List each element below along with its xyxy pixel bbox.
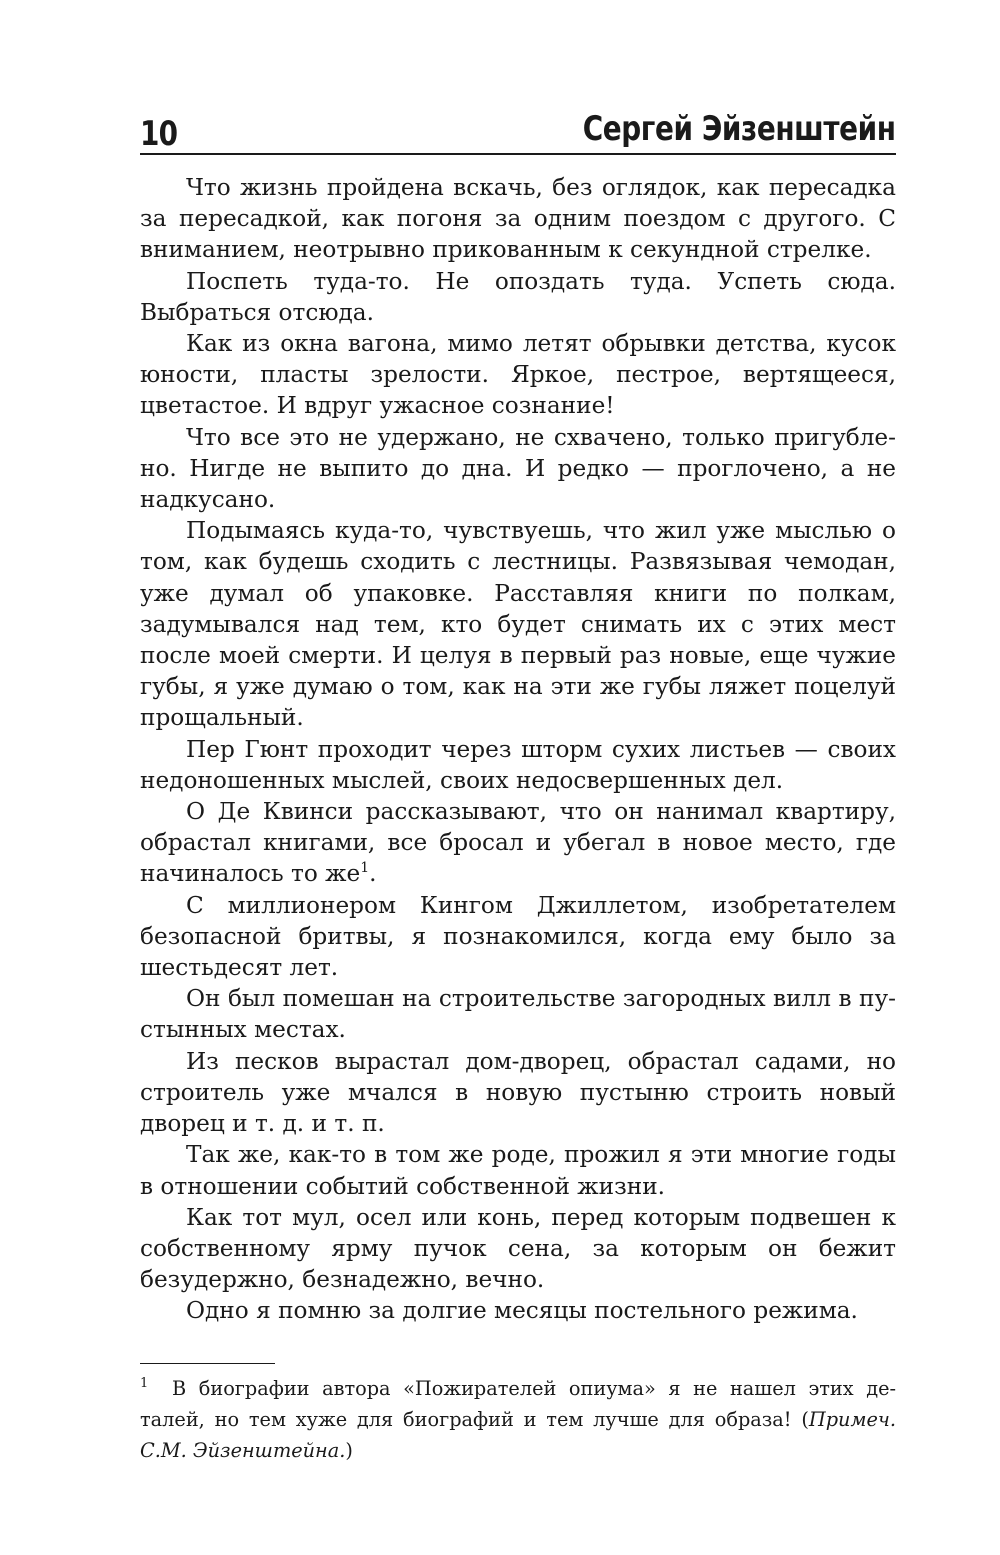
paragraph	[140, 796, 896, 890]
paragraph: Он был помешан на строительстве загородных вилл в пустынных местах.	[140, 985, 896, 1044]
paragraph: Что жизнь пройдена вскачь, без оглядок, как пересадка за пересадкой, как погоня за одним поездом с другого. С вниманием, неотрывно прикованным к секундной стрелке.	[140, 174, 896, 264]
paragraph: Поспеть туда-то. Не опоздать туда. Успеть сюда. Выбраться отсюда.	[140, 267, 896, 326]
paragraph: Так же, как-то в том же роде, прожил я эти многие годы в отношении событий собственной жизни.	[140, 1141, 896, 1200]
paragraph: Из песков вырастал дом-дворец, обрастал садами, но строитель уже мчался в новую пустыню строить новый дворец и т. д. и т. п.	[140, 1047, 896, 1138]
paragraph-text: О Де Квинси рассказывают, что он нанимал квартиру, обрастал книгами, все бросал и убегал в новое место, где начиналось то же	[140, 798, 896, 888]
paragraph: Подымаясь куда-то, чувствуешь, что жил уже мыслью о том, как будешь сходить с лестницы. Развязывая чемодан, уже думал об упаковке. Расставляя книги по полкам, задумывался над тем, кто будет снимать их с этих мест после моей смерти. И целуя в первый раз новые, еще чужие губы, я уже думаю о том, как на эти же губы ляжет поцелуй прощальный.	[140, 517, 896, 732]
paragraph: Как из окна вагона, мимо летят обрывки детства, кусок юности, пласты зрелости. Яркое, пестрое, вертящееся, цветастое. И вдруг ужасное сознание!	[140, 330, 896, 420]
page-number: 10	[140, 114, 178, 154]
body-text	[140, 172, 896, 1327]
paragraph-tail: .	[369, 860, 377, 888]
book-author: Сергей Эйзенштейн	[583, 109, 896, 149]
book-page	[140, 95, 896, 1466]
paragraph: Одно я помню за долгие месяцы постельного режима.	[186, 1297, 858, 1325]
footnote-reference[interactable]: 1	[360, 860, 370, 877]
running-head	[140, 95, 896, 155]
footnote-closing: )	[345, 1438, 353, 1462]
footnote-divider	[140, 1363, 275, 1364]
paragraph: Что все это не удержано, не схвачено, только пригублено. Нигде не выпито до дна. И редко — проглочено, а не надкусано.	[140, 423, 896, 514]
paragraph: Как тот мул, осел или конь, перед которым подвешен к собственному ярму пучок сена, за которым он бежит безудержно, безнадежно, вечно.	[140, 1203, 896, 1294]
paragraph: Пер Гюнт проходит через шторм сухих листьев — своих недоношенных мыслей, своих недосвершенных дел.	[140, 735, 896, 794]
paragraph: С миллионером Кингом Джиллетом, изобретателем безопасной бритвы, я познакомился, когда ему было за шестьдесят лет.	[140, 891, 896, 982]
footnote: 1 В биографии автора «Пожирателей опиума» я не нашел этих деталей, но тем хуже для биографий и тем лучше для образа! (Примеч. С.М. Эйзенштейна.)	[140, 1375, 896, 1462]
footnote-attribution: Примеч. С.М. Эйзенштейна.	[140, 1407, 896, 1462]
footnote-text: В биографии автора «Пожирателей опиума» я не нашел этих деталей, но тем хуже для биографий и тем лучше для образа! (	[140, 1376, 896, 1431]
